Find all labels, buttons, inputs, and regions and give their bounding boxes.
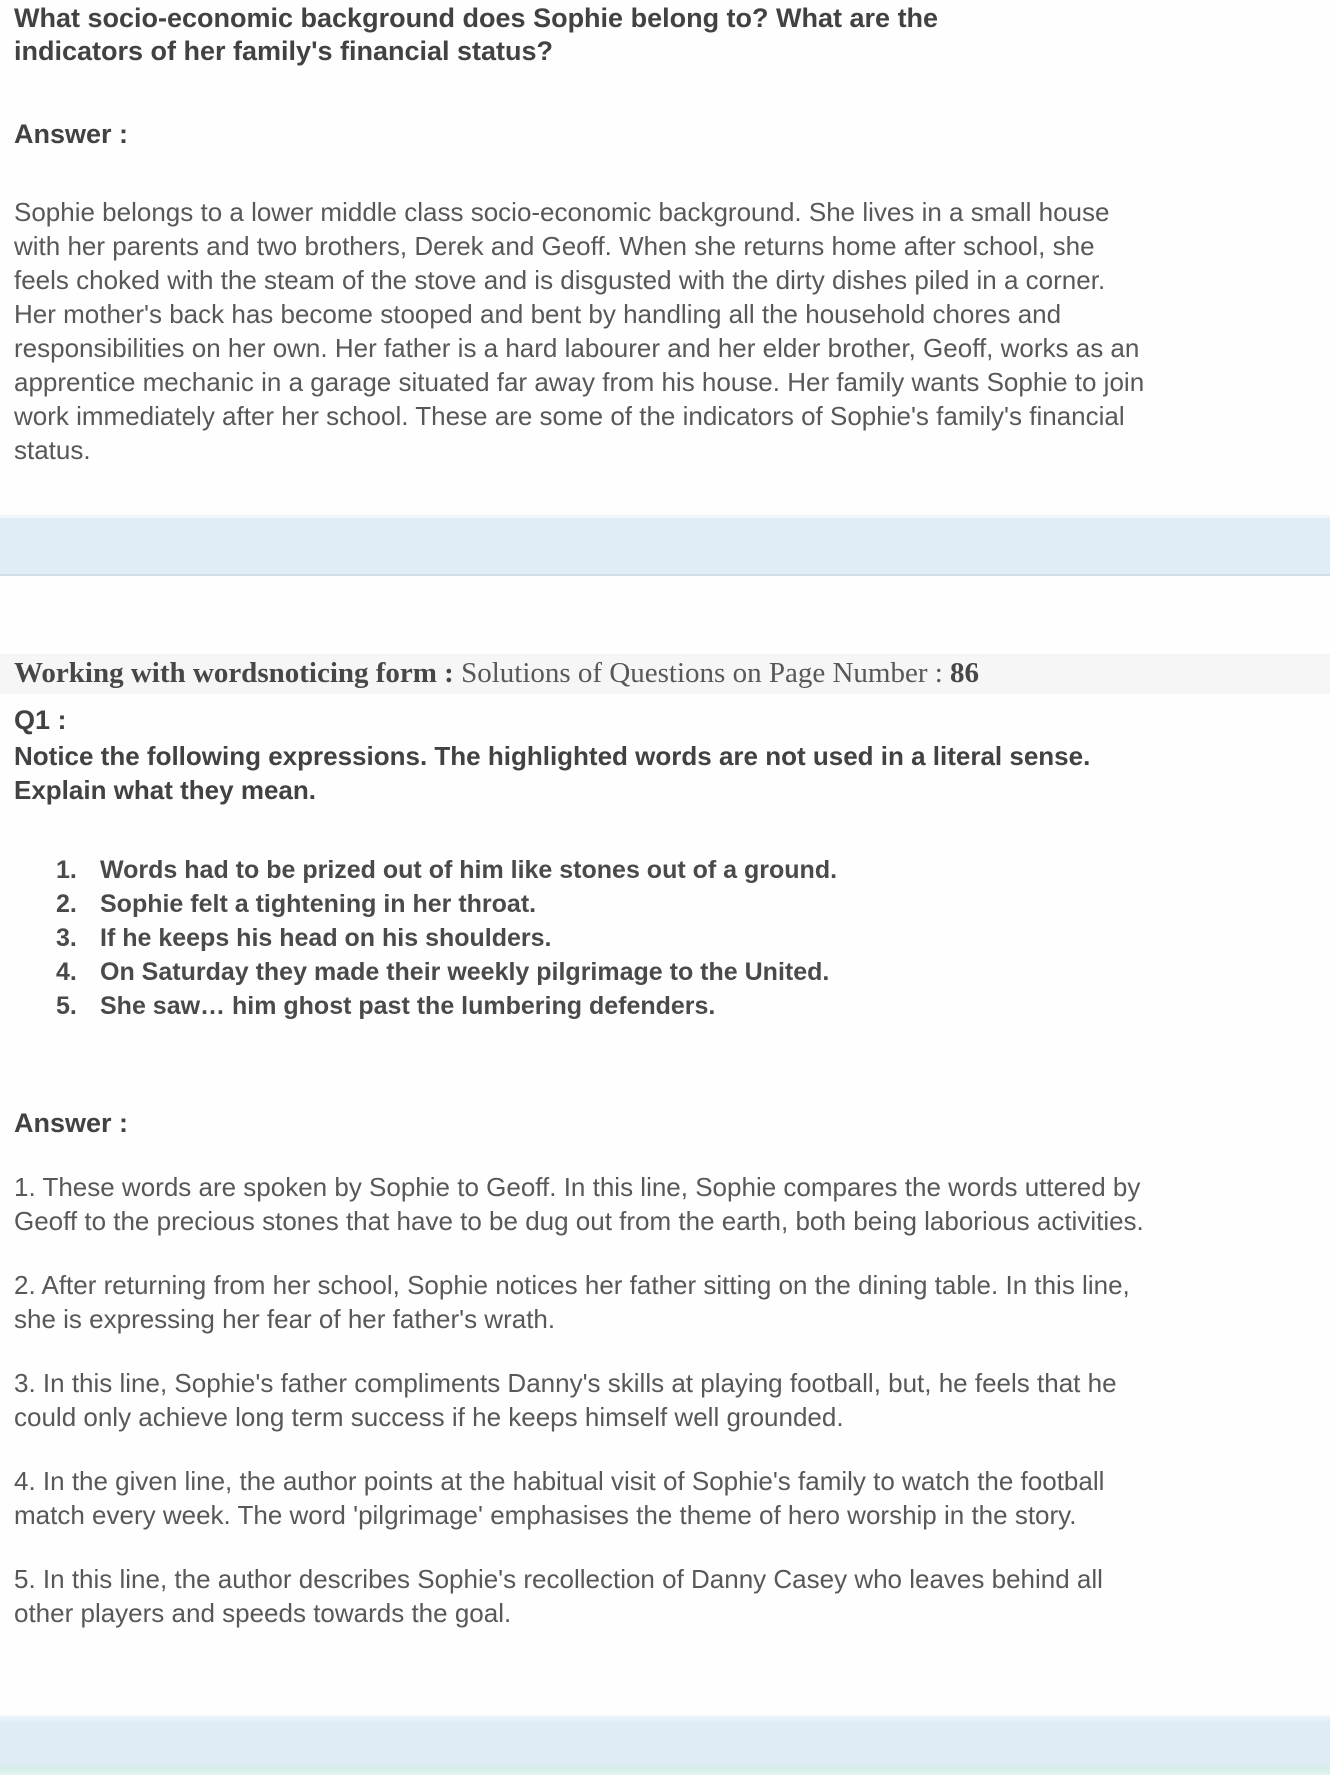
bottom-divider-band [0, 1715, 1330, 1775]
section-title-bold: Working with wordsnoticing form : [14, 657, 462, 689]
answer-label: Answer : [14, 1108, 129, 1138]
answer-item: 3. In this line, Sophie's father compliments Danny's skills at playing football, but, he feels that he could only achieve long term success if he keeps himself well grounded. [14, 1368, 1117, 1432]
section-header-strip [0, 654, 1330, 694]
answer-paragraph: Sophie belongs to a lower middle class socio-economic background. She lives in a small house with her parents and two brothers, Derek and Geoff. When she returns home after school, she feels choked with the steam of the stove and is disgusted with the dirty dishes piled in a corner. Her mother's back has become stooped and bent by handling all the household chores and responsibilities on her own. Her father is a hard labourer and her elder brother, Geoff, works as an apprentice mechanic in a garage situated far away from his house. Her family wants Sophie to join work immediately after her school. These are some of the indicators of Sophie's family's financial status. [14, 197, 1145, 465]
expression-item: Sophie felt a tightening in her throat. [100, 890, 537, 918]
question-number-label: Q1 : [14, 705, 67, 735]
expression-item: She saw… him ghost past the lumbering defenders. [100, 992, 716, 1020]
answer-item: 5. In this line, the author describes Sophie's recollection of Danny Casey who leaves behind all other players and speeds towards the goal. [14, 1564, 1103, 1628]
expressions-list [0, 853, 1200, 1023]
section-page-number: 86 [950, 657, 980, 689]
expression-item: Words had to be prized out of him like stones out of a ground. [100, 856, 838, 884]
question-prompt: Notice the following expressions. The highlighted words are not used in a literal sense. Explain what they mean. [14, 741, 1091, 805]
question-title: What socio-economic background does Sophie belong to? What are the indicators of her family's financial status? [14, 3, 939, 66]
expression-item: On Saturday they made their weekly pilgrimage to the United. [100, 958, 830, 986]
answers-container [0, 1170, 1330, 1630]
answer-item: 4. In the given line, the author points at the habitual visit of Sophie's family to watch the football match every week. The word 'pilgrimage' emphasises the theme of hero worship in the story. [14, 1466, 1105, 1530]
answer-item: 1. These words are spoken by Sophie to Geoff. In this line, Sophie compares the words uttered by Geoff to the precious stones that have to be dug out from the earth, both being laborious activities. [14, 1172, 1144, 1236]
expression-item: If he keeps his head on his shoulders. [100, 924, 552, 952]
section-title-regular: Solutions of Questions on Page Number : [461, 657, 951, 689]
section-divider-band [0, 515, 1330, 576]
answer-label: Answer : [14, 119, 129, 149]
answer-item: 2. After returning from her school, Sophie notices her father sitting on the dining table. In this line, she is expressing her fear of her father's wrath. [14, 1270, 1130, 1334]
